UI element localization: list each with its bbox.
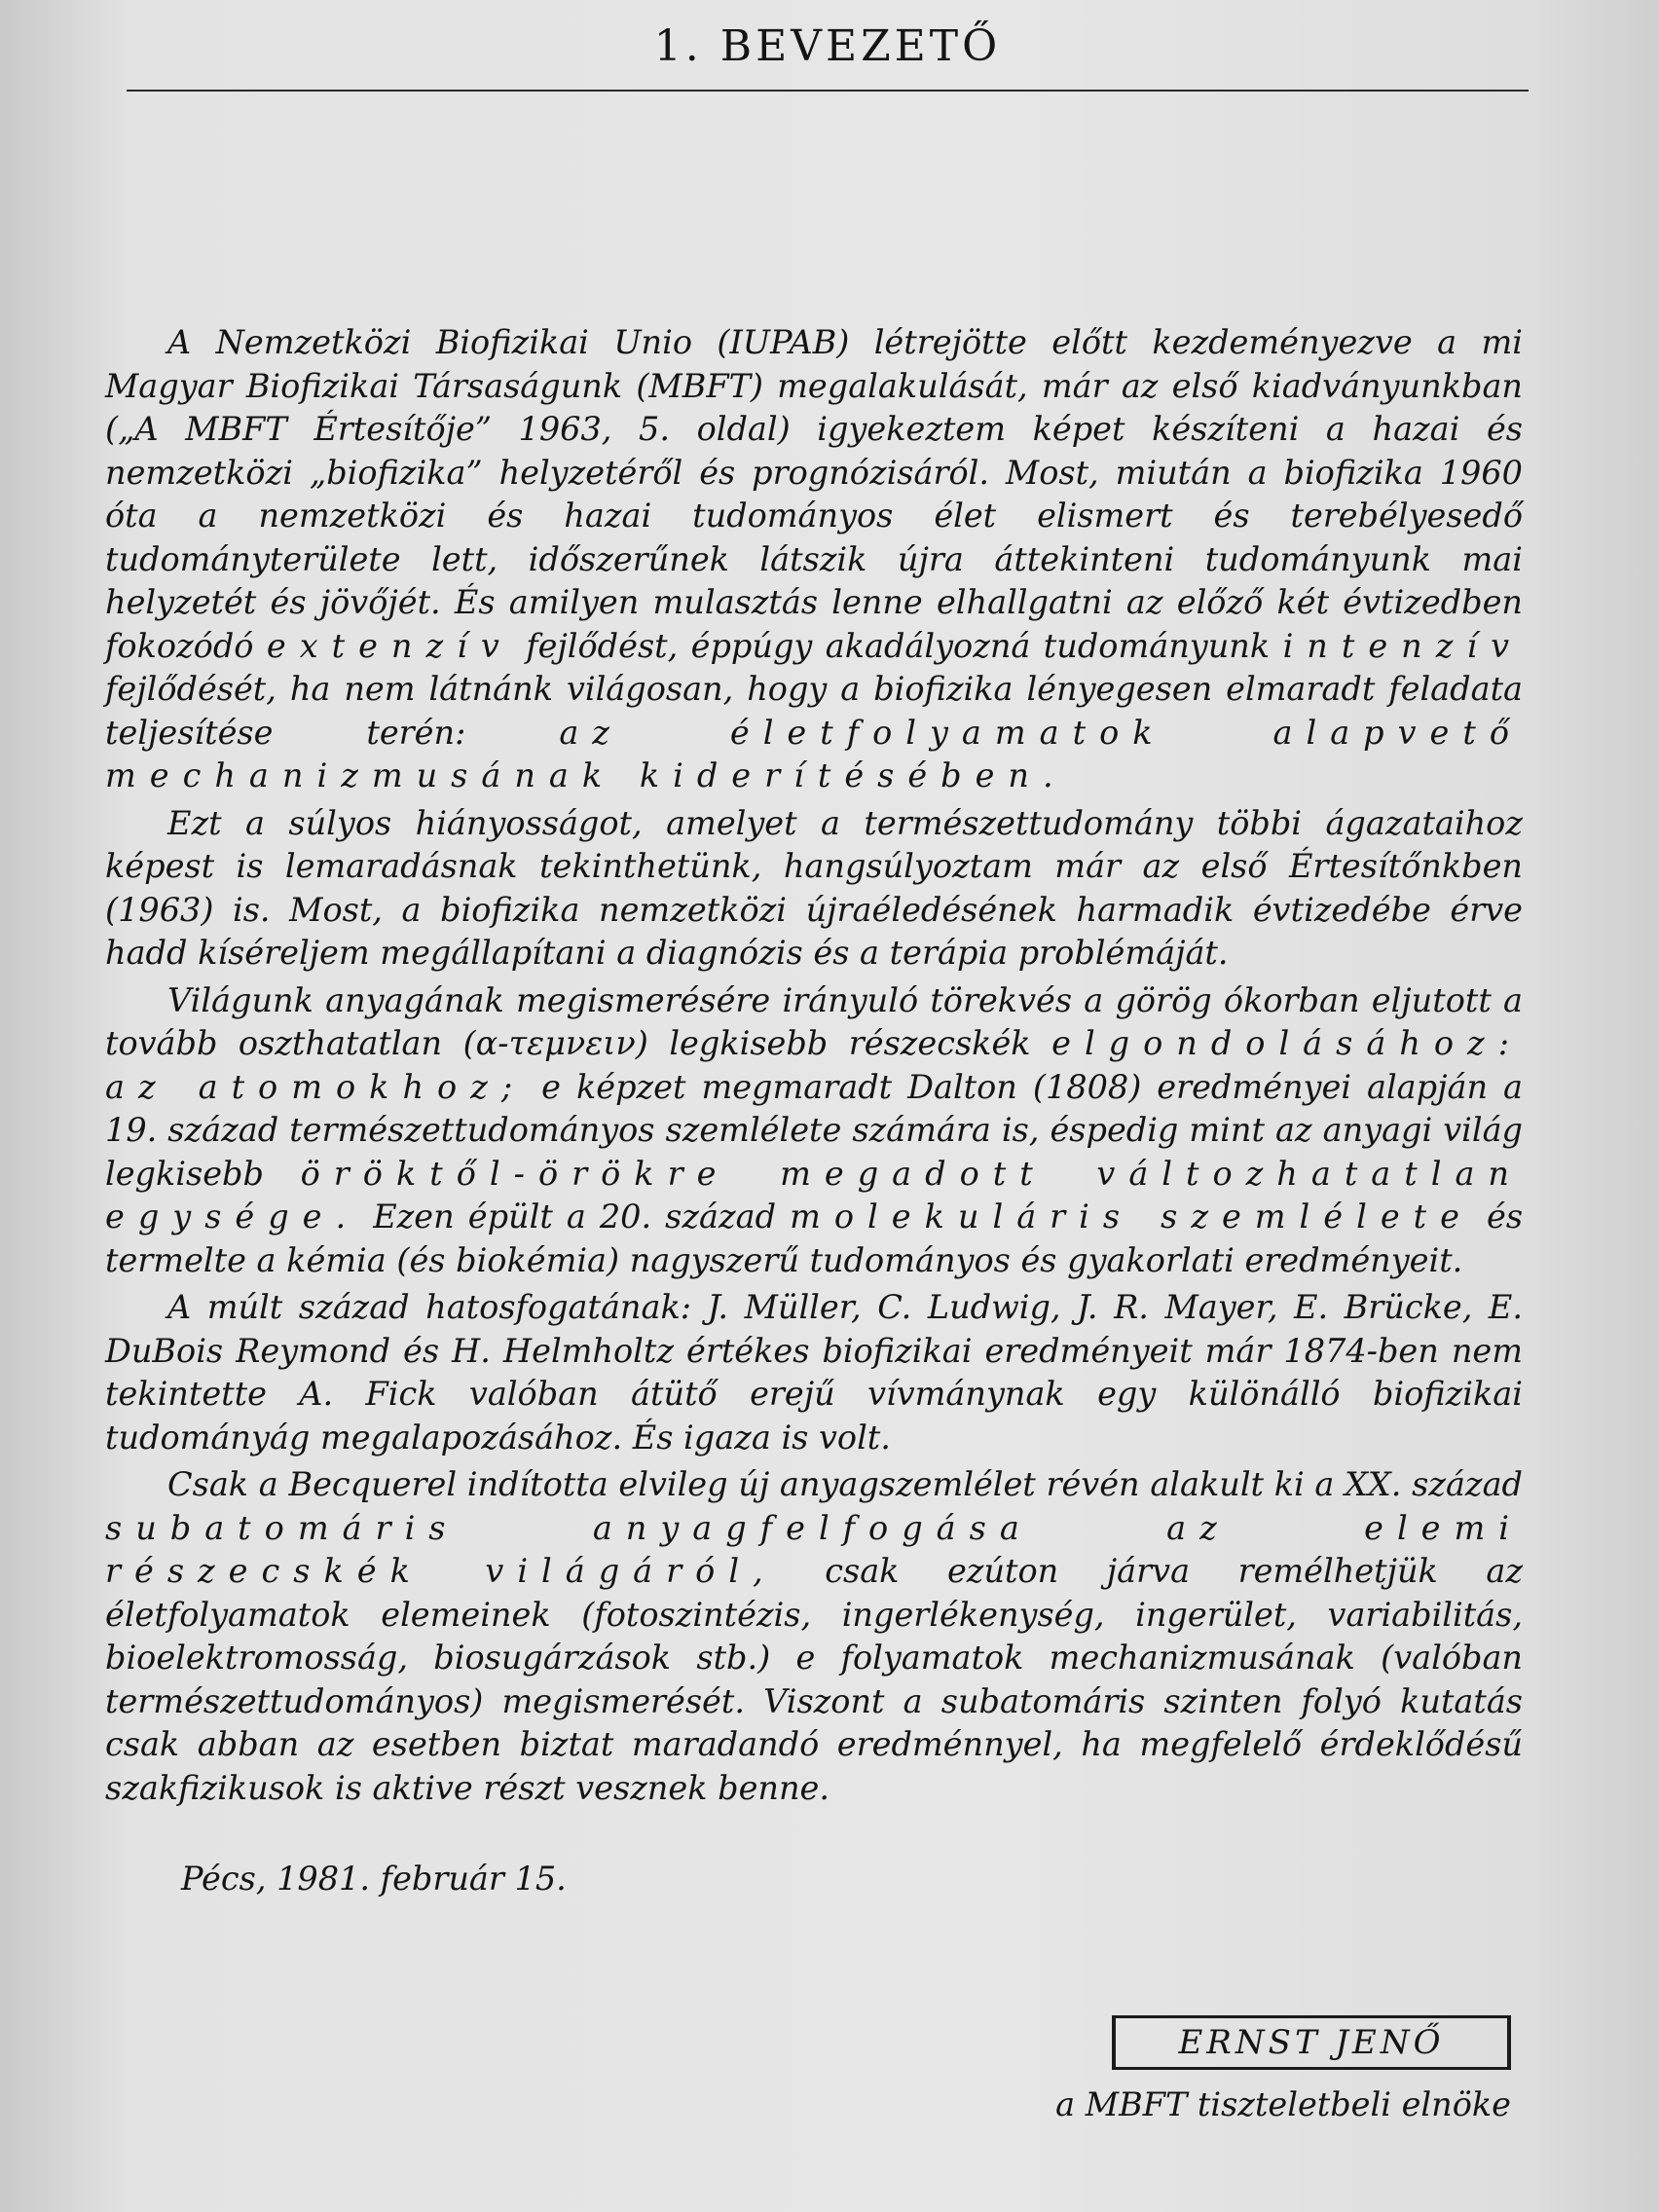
spaced-emphasis: intenzív: [1282, 626, 1524, 665]
paragraph: Csak a Becquerel indította elvileg új anyagszemlélet révén alakult ki a XX. század subatomáris anyagfelfogása az elemi részecskék világáról, csak ezúton járva remélhetjük az életfolyamatok elemeinek (fotoszintézis, ingerlékenység, ingerület, variabilitás, bioelektromosság, biosugárzások stb.) e folyamatok mechanizmusának (valóban természettudományos) megismerését. Viszont a subatomáris szinten folyó kutatás csak abban az esetben biztat maradandó eredménnyel, ha megfelelő érdeklődésű szakfizikusok is aktive részt vesznek benne.: [105, 1465, 1523, 1807]
spaced-emphasis: extenzív: [266, 626, 513, 665]
author-role: a MBFT tiszteletbeli elnöke: [1055, 2085, 1511, 2123]
date-line: Pécs, 1981. február 15.: [181, 1860, 567, 1898]
chapter-heading: 1. BEVEZETŐ: [653, 21, 1002, 71]
paragraph: A múlt század hatosfogatának: J. Müller, C. Ludwig, J. R. Mayer, E. Brücke, E. DuBois Reymond és H. Helmholtz értékes biofizikai eredményeit már 1874-ben nem tekintette A. Fick valóban átütő erejű vívmánynak egy különálló biofizikai tudományág megalapozásához. És igaza is volt.: [105, 1288, 1523, 1456]
heading-rule: [127, 90, 1529, 92]
paragraph: Világunk anyagának megismerésére irányuló törekvés a görög ókorban eljutott a tovább oszthatatlan (α-τεμνειν) legkisebb részecskék elgondolásához: az atomokhoz; e képzet megmaradt Dalton (1808) eredményei alapján a 19. század természettudományos szemlélete számára is, éspedig mint az anyagi világ legkisebb öröktől-örökre megadott változhatatlan egysége. Ezen épült a 20. század molekuláris szemlélete és termelte a kémia (és biokémia) nagyszerű tudományos és gyakorlati eredményeit.: [105, 980, 1524, 1279]
spaced-emphasis: öröktől-örökre megadott változhatatlan egysége.: [105, 1154, 1523, 1235]
paragraph: A Nemzetközi Biofizikai Unio (IUPAB) létrejötte előtt kezdeményezve a mi Magyar Biofizikai Társaságunk (MBFT) megalakulását, már az első kiadványunkban („A MBFT Értesítője” 1963, 5. oldal) igyekeztem képet készíteni a hazai és nemzetközi „biofizika” helyzetéről és prognózisáról. Most, miután a biofizika 1960 óta a nemzetközi és hazai tudományos élet elismert és terebélyesedő tudományterülete lett, időszerűnek látszik újra áttekinteni tudományunk mai helyzetét és jövőjét. És amilyen mulasztás lenne elhallgatni az előző két évtizedben fokozódó extenzív fejlődést, éppúgy akadályozná tudományunk intenzív fejlődését, ha nem látnánk világosan, hogy a biofizika lényegesen elmaradt feladata teljesítése terén: az életfolyamatok alapvető mechanizmusának kiderítésében.: [105, 323, 1524, 794]
spaced-emphasis: molekuláris szemlélete: [790, 1198, 1473, 1235]
spaced-emphasis: az életfolyamatok alapvető mechanizmusának kiderítésében.: [105, 713, 1523, 794]
body-text: [105, 321, 1523, 1810]
author-name: ERNST JENŐ: [1178, 2023, 1445, 2062]
paragraph: Ezt a súlyos hiányosságot, amelyet a természettudomány többi ágazataihoz képest is lemaradásnak tekinthetünk, hangsúlyoztam már az első Értesítőnkben (1963) is. Most, a biofizika nemzetközi újraéledésének harmadik évtizedébe érve hadd kíséreljem megállapítani a diagnózis és a terápia problémáját.: [105, 803, 1523, 972]
spaced-emphasis: elgondolásához: az atomokhoz;: [105, 1024, 1523, 1106]
signature-box: [1112, 2015, 1511, 2070]
spaced-emphasis: subatomáris anyagfelfogása az elemi részecskék világáról,: [105, 1508, 1523, 1590]
